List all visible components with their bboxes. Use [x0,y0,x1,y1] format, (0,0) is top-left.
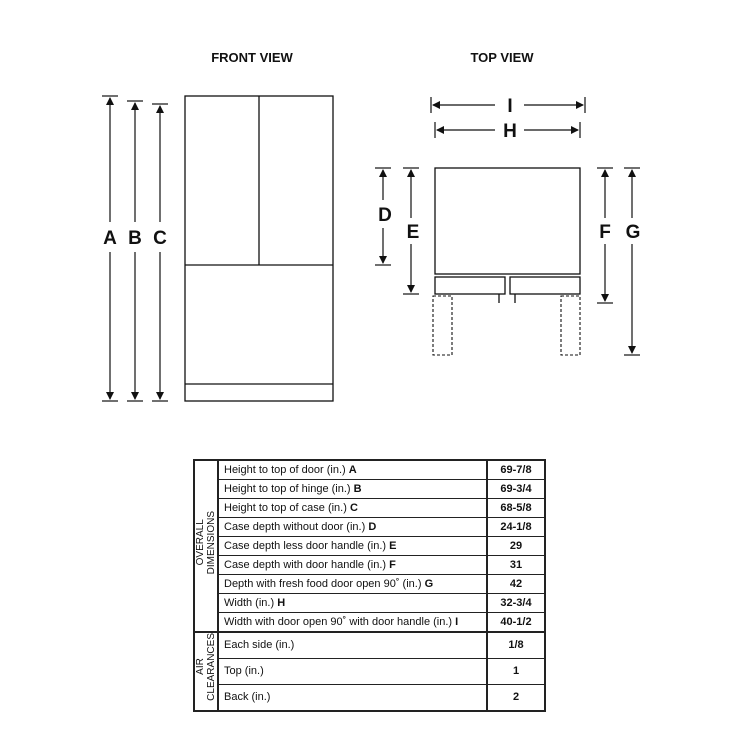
row-label: Height to top of hinge (in.) B [218,480,487,499]
dimension-d-label: D [378,205,392,226]
table-row [194,658,545,684]
open-door-outline [433,296,580,355]
dimension-f-label: F [599,222,611,243]
table-row [194,480,545,499]
dimension-b-line [127,101,143,401]
row-value: 32-3/4 [487,594,545,613]
table-row [194,632,545,658]
dimension-h-label: H [503,121,517,142]
table-row [194,684,545,710]
dimension-i-label: I [507,96,513,117]
top-view-title: TOP VIEW [470,50,534,65]
row-value: 24-1/8 [487,518,545,537]
right-door-outline [510,277,580,294]
dimension-c-line [152,104,168,401]
table-row [194,575,545,594]
row-value: 1/8 [487,632,545,658]
row-value: 1 [487,658,545,684]
row-label: Case depth without door (in.) D [218,518,487,537]
top-view-drawing [435,168,580,303]
row-label: Width with door open 90˚ with door handle (in.) I [218,613,487,633]
row-label: Case depth with door handle (in.) F [218,556,487,575]
row-label: Top (in.) [218,658,487,684]
row-value: 42 [487,575,545,594]
table-row [194,499,545,518]
table-row [194,537,545,556]
row-label: Height to top of door (in.) A [218,460,487,480]
row-value: 68-5/8 [487,499,545,518]
dimensions-table [193,459,546,712]
row-value: 31 [487,556,545,575]
front-view-title: FRONT VIEW [211,50,293,65]
air-clearances-heading: AIR CLEARANCES [194,632,218,711]
overall-dimensions-heading: OVERALL DIMENSIONS [194,460,218,632]
table-row [194,556,545,575]
dimension-a-label: A [103,228,117,249]
row-label: Height to top of case (in.) C [218,499,487,518]
front-view-drawing [185,96,333,401]
table-row [194,594,545,613]
row-value: 69-3/4 [487,480,545,499]
dimension-c-label: C [153,228,167,249]
row-label: Depth with fresh food door open 90˚ (in.) G [218,575,487,594]
row-value: 2 [487,684,545,710]
row-label: Back (in.) [218,684,487,710]
table-row [194,613,545,633]
row-value: 69-7/8 [487,460,545,480]
row-label: Case depth less door handle (in.) E [218,537,487,556]
overall-dimensions-group [194,460,545,632]
dimension-g-label: G [625,222,641,243]
table-row [194,518,545,537]
row-label: Each side (in.) [218,632,487,658]
left-door-outline [435,277,505,294]
dimension-g-line [624,168,640,355]
row-value: 29 [487,537,545,556]
air-clearances-group [194,632,545,711]
dimension-b-label: B [128,228,142,249]
table-row [194,460,545,480]
dimension-e-label: E [406,222,420,243]
row-value: 40-1/2 [487,613,545,633]
case-outline [435,168,580,274]
row-label: Width (in.) H [218,594,487,613]
